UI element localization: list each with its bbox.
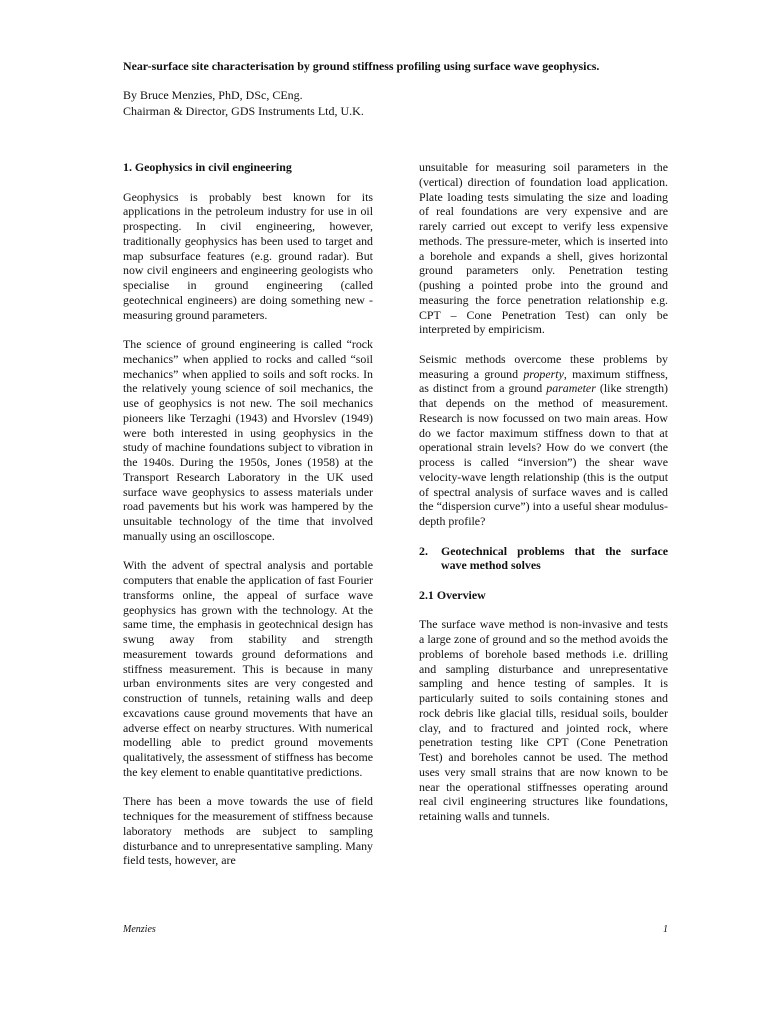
paragraph: With the advent of spectral analysis and portable computers that enable the application of fast Fourier transforms online, the appeal of surface wave geophysics has grown with the technology. At the same time, the emphasis in geotechnical design has swung away from stability and strength measurement towards ground deformations and stiffness measurement. This is because in many urban environments sites are very congested and construction of tunnels, retaining walls and deep excavations cause ground movements that have an adverse effect on nearby structures. With numerical modelling able to predict ground movements qualitatively, the assessment of stiffness has become the key element to enable quantitative predictions. [123, 558, 373, 779]
text-run: , maximum stiffness, as distinct from a ground [419, 366, 668, 396]
author-affiliation: Chairman & Director, GDS Instruments Ltd, U.K. [123, 103, 364, 118]
paragraph: The surface wave method is non-invasive and tests a large zone of ground and so the method avoids the problems of borehole based methods i.e. drilling and sampling disturbance and unrepresentative sampling and hence testing of samples. It is particularly suited to soils containing stones and rock debris like glacial tills, residual soils, boulder clay, and to fractured and jointed rock, where penetration testing like CPT (Cone Penetration Test) and boreholes cannot be used. The method uses very small strains that are now known to be near the operational stiffnesses operating around real civil engineering structures like foundations, retaining walls and tunnels. [419, 617, 668, 823]
page-footer [123, 924, 668, 935]
author-name: By Bruce Menzies, PhD, DSc, CEng. [123, 88, 303, 102]
subsection-heading-2-1: 2.1 Overview [419, 587, 486, 602]
section-heading-2 [419, 544, 668, 574]
right-column [419, 160, 668, 839]
author-block [123, 88, 723, 119]
emphasis-property: property [523, 366, 564, 381]
left-column [123, 160, 373, 883]
page-number: 1 [663, 924, 668, 935]
paper-title: Near-surface site characterisation by ground stiffness profiling using surface wave geophysics. [123, 59, 600, 73]
section-heading-1: 1. Geophysics in civil engineering [123, 160, 292, 174]
paragraph [419, 352, 668, 529]
section-title: Geotechnical problems that the surface wave method solves [441, 543, 668, 573]
paragraph: Geophysics is probably best known for its applications in the petroleum industry for use in oil prospecting. In civil engineering, however, traditionally geophysics has been used to target and map subsurface features (e.g. ground radar). But now civil engineers and engineering geologists who specialise in ground engineering (called geotechnical engineers) are doing something new - measuring ground parameters. [123, 189, 373, 322]
text-run: (like strength) that depends on the method of measurement. Research is now focussed on two main areas. How do we factor maximum stiffness down to that at operational strain levels? How do we convert (the process is called “inversion”) the shear wave velocity-wave length relationship (this is the output of spectral analysis of surface waves and is called the “dispersion curve”) into a useful shear modulus-depth profile? [419, 381, 668, 528]
paragraph: There has been a move towards the use of field techniques for the measurement of stiffness because laboratory methods are subject to sampling disturbance and to unrepresentative sampling. Many field tests, however, are [123, 794, 373, 868]
paragraph: The science of ground engineering is called “rock mechanics” when applied to rocks and called “soil mechanics” when applied to soils and soft rocks. In the relatively young science of soil mechanics, the use of geophysics is not new. The soil mechanics pioneers like Terzaghi (1943) and Hvorslev (1949) were both interested in using geophysics in the study of machine foundations subject to vibration in the 1940s. During the 1950s, Jones (1958) at the Transport Research Laboratory in the UK used surface wave geophysics to assess materials under road pavements but his work was hampered by the unsuitable technology of the time that involved manually using an oscilloscope. [123, 337, 373, 543]
footer-author: Menzies [123, 924, 156, 935]
section-number: 2. [419, 543, 428, 558]
paragraph: unsuitable for measuring soil parameters in the (vertical) direction of foundation load application. Plate loading tests simulating the size and loading of real foundations are very expensive and are rarely carried out except to verify less expensive methods. The pressure-meter, which is inserted into a borehole and expands a shell, gives horizontal ground parameters only. Penetration testing (pushing a pointed probe into the ground and measuring the force penetration relationship e.g. CPT – Cone Penetration Test) can only be interpreted by empiricism. [419, 160, 668, 337]
text-run: Seismic methods overcome these problems by measuring a ground [419, 351, 668, 381]
emphasis-parameter: parameter [546, 381, 596, 396]
